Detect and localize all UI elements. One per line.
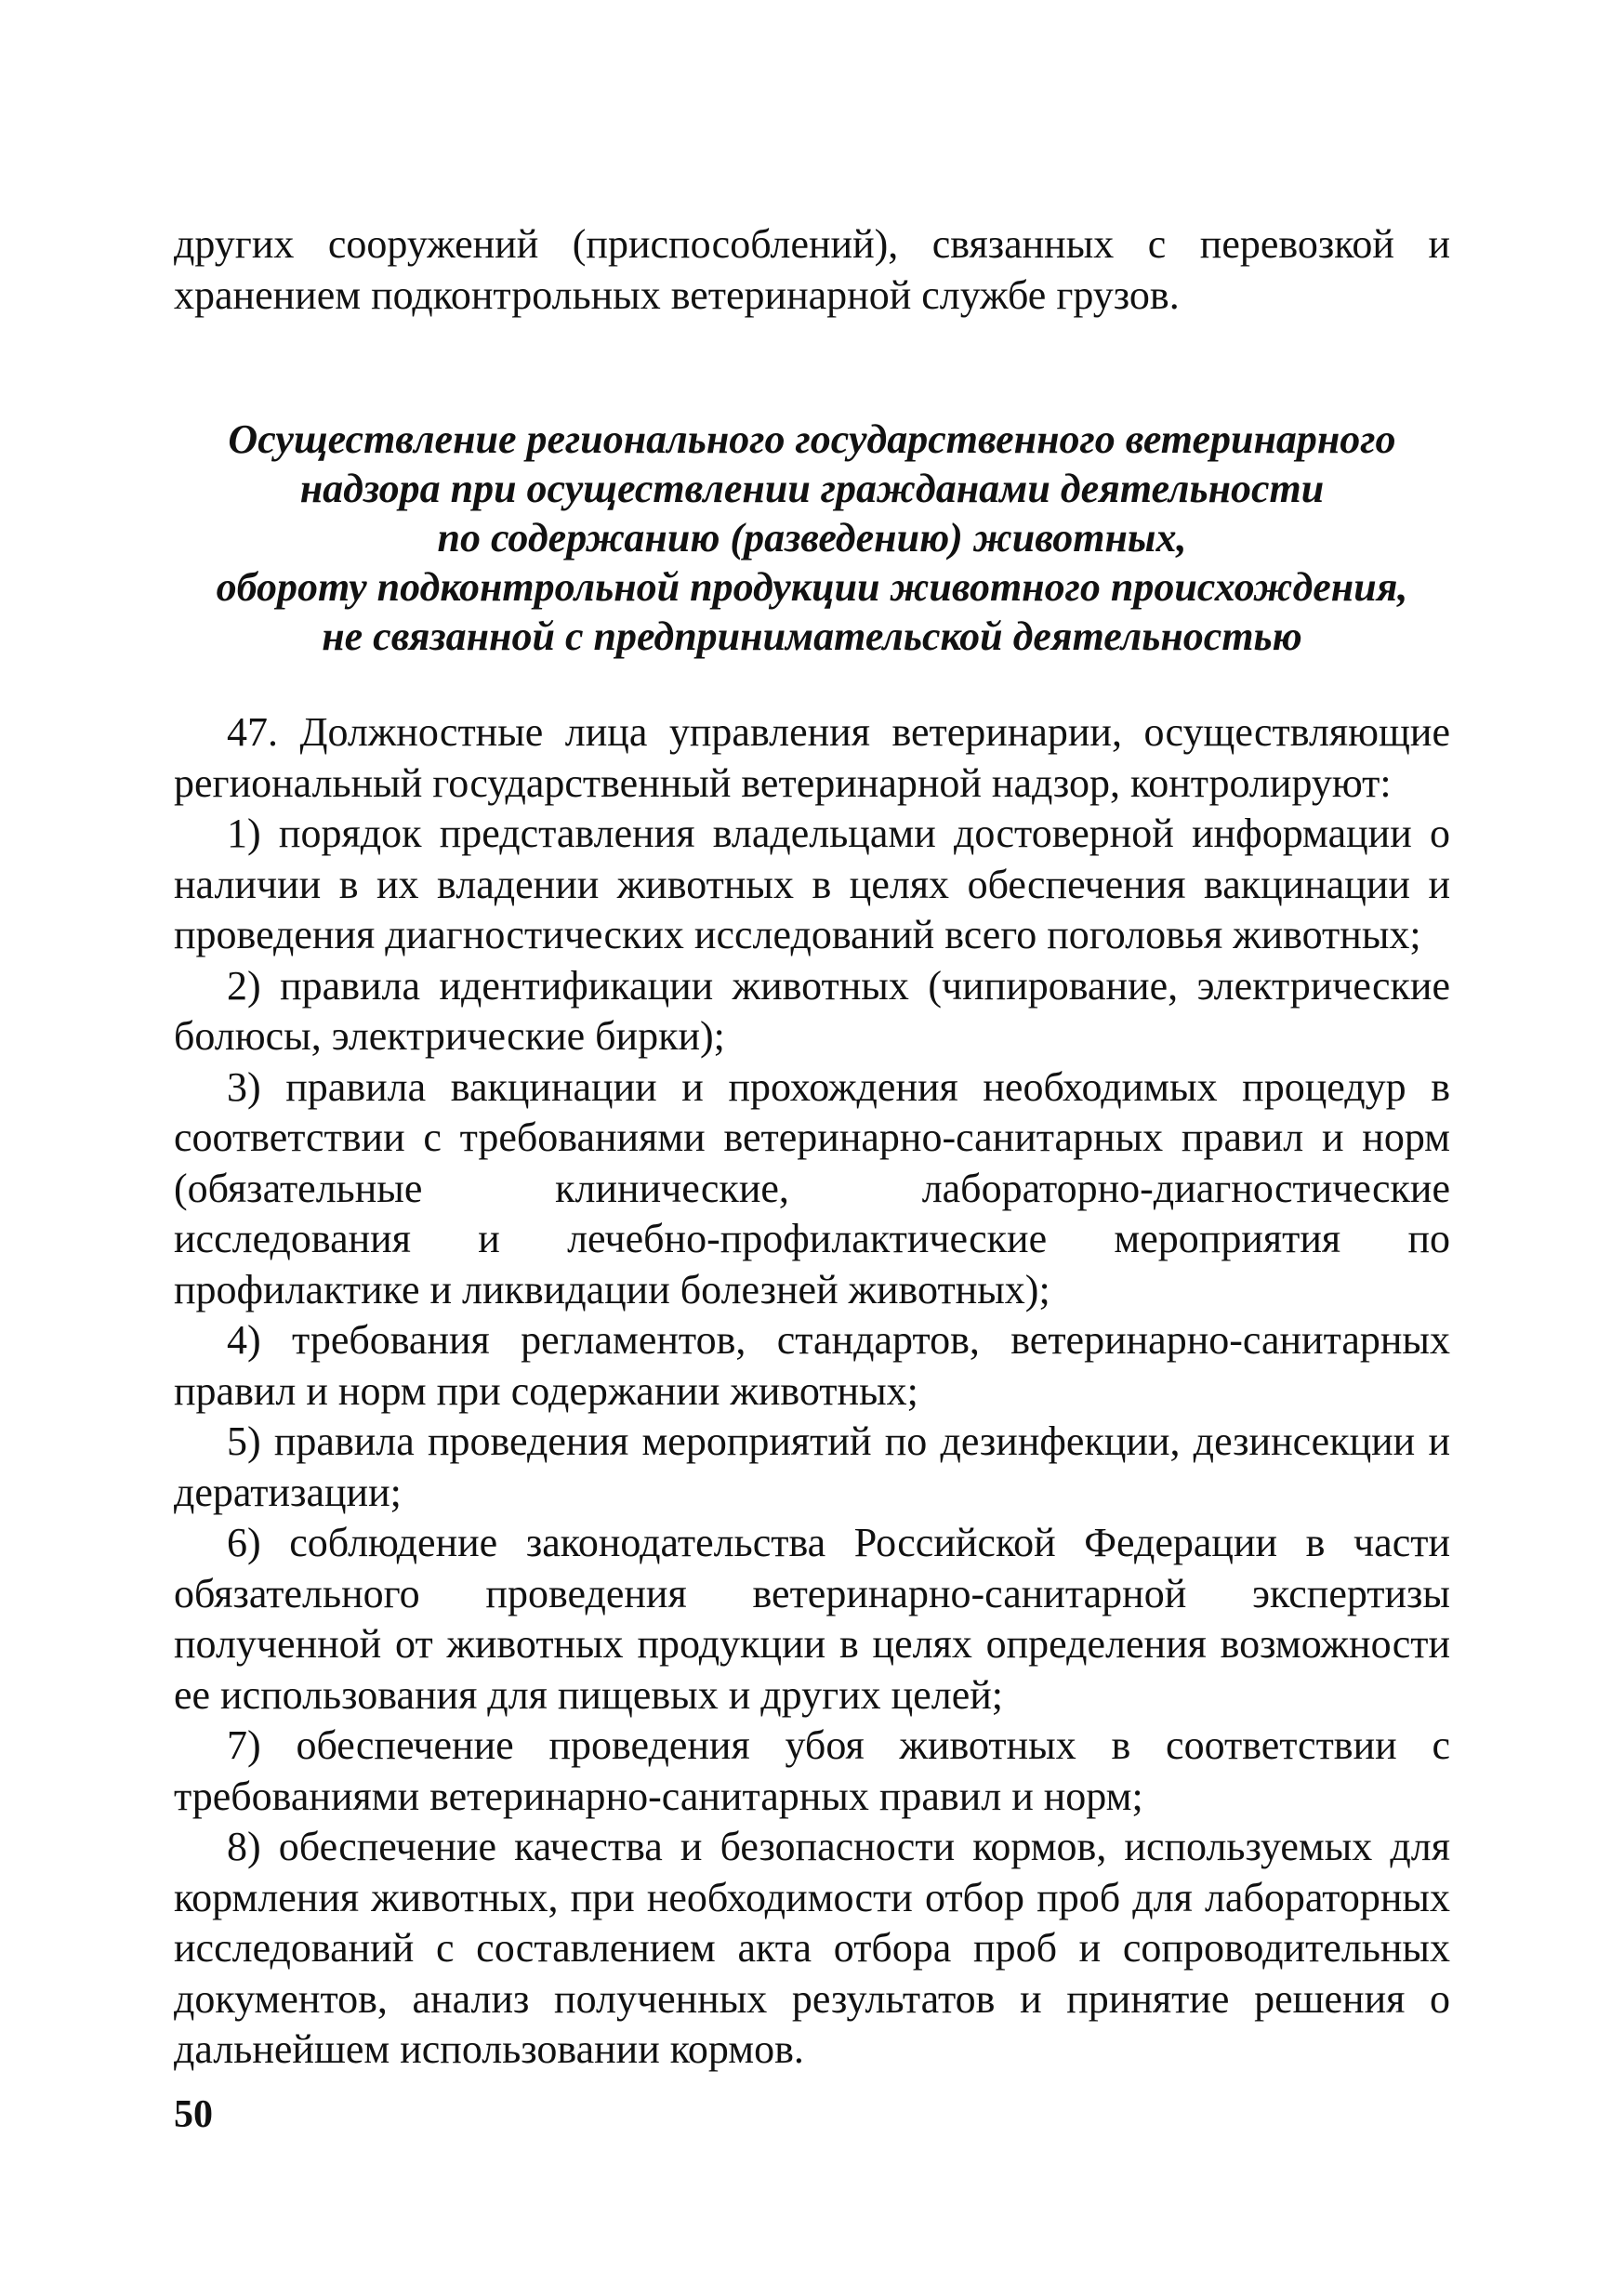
heading-line: обороту подконтрольной продукции животного происхождения, bbox=[216, 564, 1408, 610]
section-heading bbox=[174, 415, 1450, 661]
intro-block bbox=[174, 219, 1450, 321]
heading-line: Осуществление регионального государственного ветеринарного bbox=[228, 416, 1396, 462]
list-item-2: 2) правила идентификации животных (чипирование, электрические болюсы, электрические бирки); bbox=[174, 962, 1450, 1059]
heading-line: по содержанию (разведению) животных, bbox=[437, 515, 1187, 561]
section-body bbox=[174, 707, 1450, 2076]
list-item-5: 5) правила проведения мероприятий по дезинфекции, дезинсекции и дератизации; bbox=[174, 1418, 1450, 1515]
section-lead-paragraph: 47. Должностные лица управления ветеринарии, осуществляющие региональный государственный ветеринарной надзор, контролируют: bbox=[174, 709, 1450, 806]
list-item-4: 4) требования регламентов, стандартов, ветеринарно-санитарных правил и норм при содержании животных; bbox=[174, 1317, 1450, 1414]
heading-line: надзора при осуществлении гражданами деятельности bbox=[299, 466, 1325, 511]
list-item-3: 3) правила вакцинации и прохождения необходимых процедур в соответствии с требованиями ветеринарно-санитарных правил и норм (обязательные клинические, лабораторно-диагностические исследования и лечебно-профилактические мероприятия по профилактике и ликвидации болезней животных); bbox=[174, 1063, 1450, 1312]
list-item-8: 8) обеспечение качества и безопасности кормов, используемых для кормления животных, при необходимости отбор проб для лабораторных исследований с составлением акта отбора проб и сопроводительных документов, анализ полученных результатов и принятие решения о дальнейшем использовании кормов. bbox=[174, 1824, 1450, 2072]
intro-paragraph: других сооружений (приспособлений), связанных с перевозкой и хранением подконтрольных ветеринарной службе грузов. bbox=[174, 221, 1450, 318]
list-item-7: 7) обеспечение проведения убоя животных в соответствии с требованиями ветеринарно-санитарных правил и норм; bbox=[174, 1722, 1450, 1819]
heading-line: не связанной с предпринимательской деятельностью bbox=[322, 613, 1302, 659]
list-item-6: 6) соблюдение законодательства Российской Федерации в части обязательного проведения ветеринарно-санитарной экспертизы полученной от животных продукции в целях определения возможности ее использования для пищевых и других целей; bbox=[174, 1520, 1450, 1718]
page-number: 50 bbox=[174, 2093, 213, 2136]
list-item-1: 1) порядок представления владельцами достоверной информации о наличии в их владении животных в целях обеспечения вакцинации и проведения диагностических исследований всего поголовья животных; bbox=[174, 811, 1450, 957]
